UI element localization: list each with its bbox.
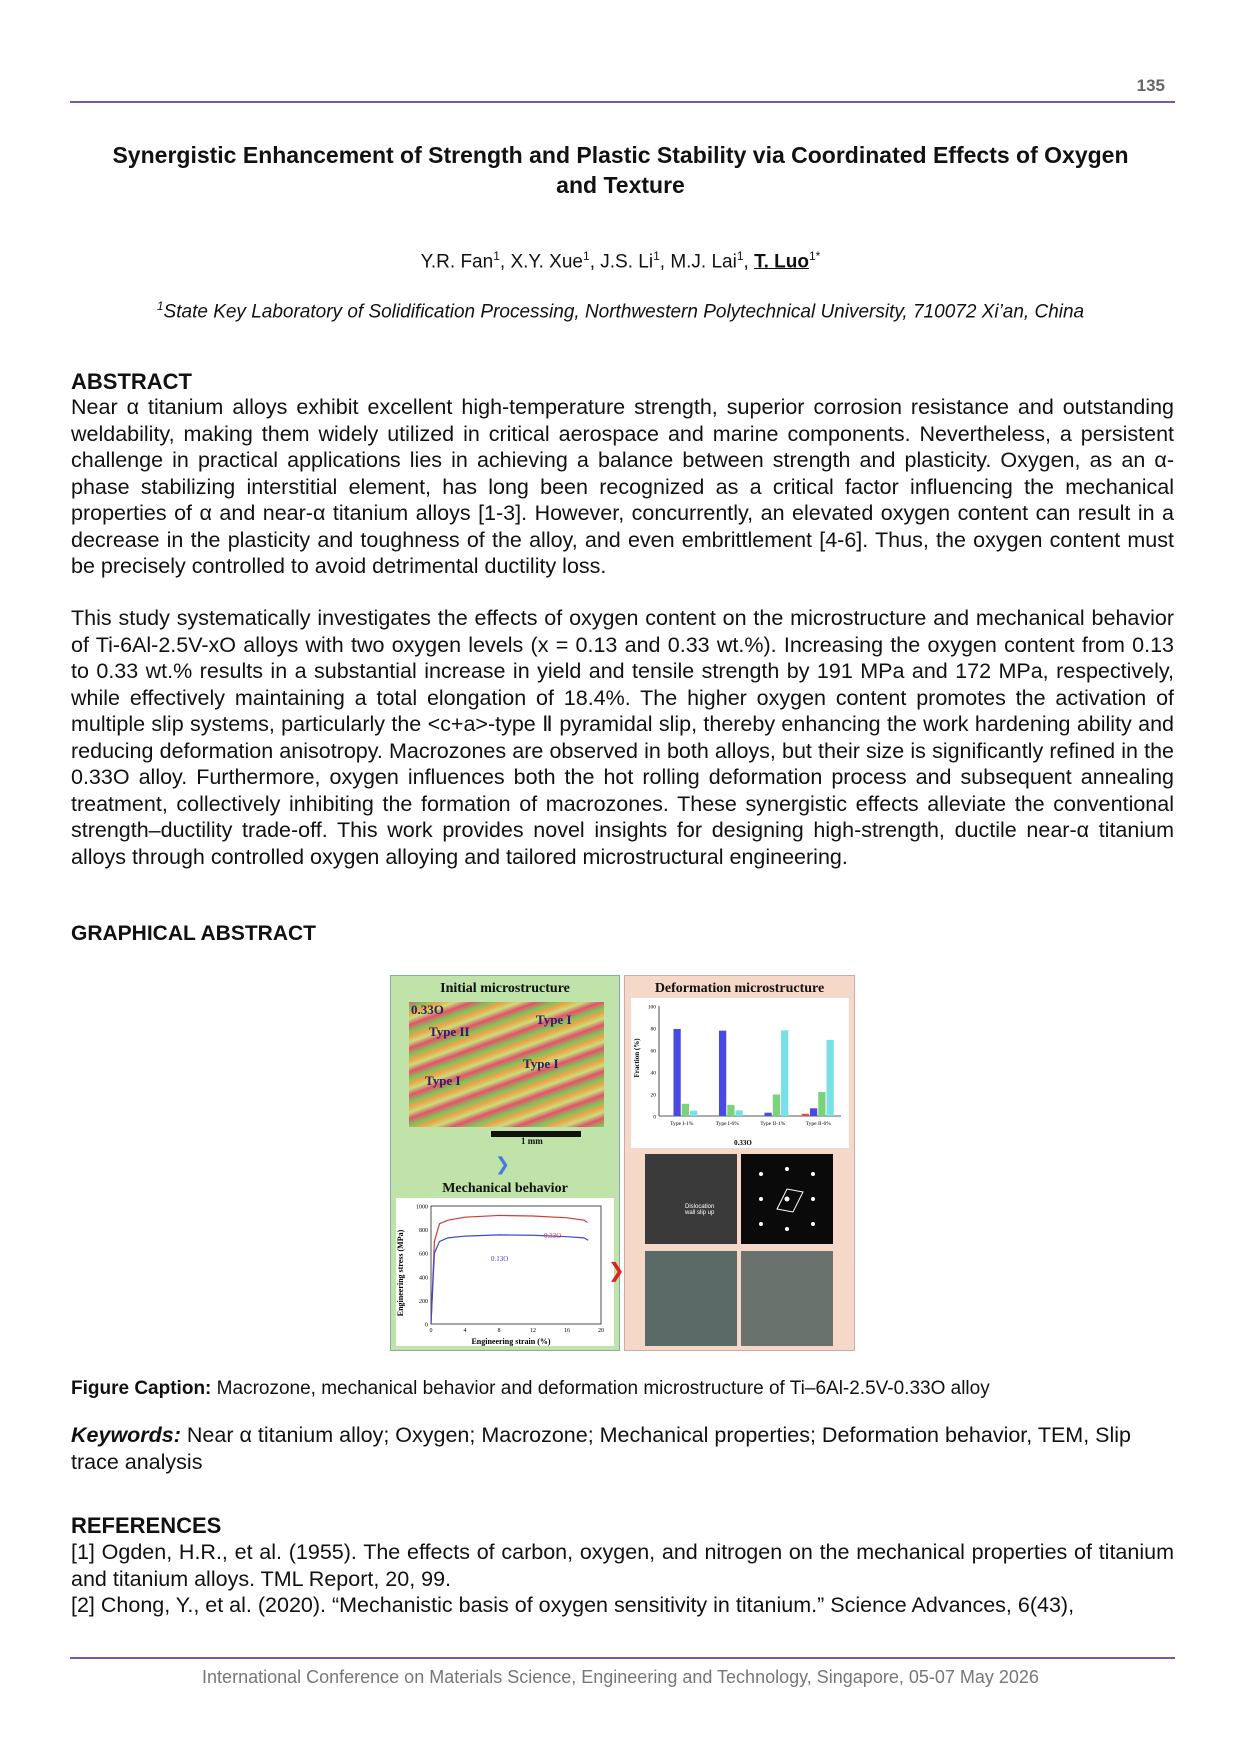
series-label: 0.13O: [491, 1255, 509, 1263]
x-tick-label: 16: [564, 1328, 570, 1334]
arrow-right-icon: ❯: [608, 1260, 625, 1282]
footer: International Conference on Materials Science, Engineering and Technology, Singapore, 05-07 May 2026: [202, 1667, 1039, 1687]
initial-microstructure-panel: [390, 975, 620, 1351]
series-label: 0.33O: [544, 1232, 562, 1240]
y-tick-label: 200: [419, 1298, 428, 1305]
y-tick-label: 0: [425, 1322, 428, 1329]
micro-label: Type I: [536, 1012, 572, 1027]
abstract-paragraph-2: This study systematically investigates the effects of oxygen content on the microstructure and mechanical behavior of Ti-6Al-2.5V-xO alloys with two oxygen levels (x = 0.13 and 0.33 wt.%). Increasing the oxygen content from 0.13 to 0.33 wt.% results in a substantial increase in yield and tensile strength by 191 MPa and 172 MPa, respectively, while effectively maintaining a total elongation of 18.4%. The higher oxygen content promotes the activation of multiple slip systems, particularly the <c+a>-type Ⅱ pyramidal slip, thereby enhancing the work hardening ability and reducing deformation anisotropy. Macrozones are observed in both alloys, but their size is significantly refined in the 0.33O alloy. Furthermore, oxygen influences both the hot rolling deformation process and subsequent annealing treatment, collectively inhibiting the formation of macrozones. These synergistic effects alleviate the conventional strength–ductility trade-off. This work provides novel insights for designing high-strength, ductile near-α titanium alloys through controlled oxygen alloying and tailored microstructural engineering.: [71, 606, 1174, 869]
chart-subtitle: 0.33O: [734, 1139, 752, 1147]
y-tick-label: 20: [650, 1092, 656, 1099]
series-line: [431, 1235, 588, 1324]
reference-item: [2] Chong, Y., et al. (2020). “Mechanistic basis of oxygen sensitivity in titanium.” Science Advances, 6(43),: [71, 1593, 1075, 1617]
scale-label: 1 mm: [521, 1136, 543, 1146]
y-axis-label: Engineering stress (MPa): [396, 1229, 405, 1317]
bar: [781, 1030, 788, 1116]
category-label: Type II-6%: [805, 1121, 831, 1127]
y-tick-label: 1000: [416, 1204, 428, 1211]
panel-title: Deformation microstructure: [654, 981, 825, 996]
author-list: Y.R. Fan$^1$, X.Y. Xue$^1$, J.S. Li$^1$, M.J. Lai$^1$, T. Luo$^{1*}$: [420, 249, 821, 273]
tem-annotation: Dislocation wall slip up: [685, 1204, 715, 1216]
ebsd-map: [409, 1002, 604, 1127]
series-line: [431, 1215, 587, 1324]
stress-strain-chart: [396, 1198, 614, 1346]
bar: [802, 1114, 809, 1116]
tem-image: [645, 1154, 737, 1244]
y-tick-label: 60: [650, 1048, 656, 1055]
micro-label: Type I: [425, 1073, 461, 1088]
y-axis-label: Fraction (%): [633, 1038, 641, 1078]
tem-image: [741, 1251, 833, 1346]
bar: [827, 1040, 834, 1116]
x-tick-label: 20: [598, 1328, 604, 1334]
micro-label: Type I: [523, 1056, 559, 1071]
x-tick-label: 4: [463, 1328, 467, 1334]
footer-rule: [70, 1657, 1175, 1659]
author: Y.R. Fan: [420, 251, 494, 273]
x-axis-label: Engineering strain (%): [471, 1337, 551, 1346]
bar: [682, 1104, 689, 1116]
category-label: Type II-1%: [760, 1121, 786, 1127]
x-tick-label: 12: [530, 1328, 536, 1334]
micro-label: Type II: [429, 1024, 470, 1039]
bar: [727, 1105, 734, 1116]
micro-label: 0.33O: [411, 1002, 444, 1017]
presenting-author: T. Luo: [754, 251, 809, 273]
category-label: Type I-6%: [715, 1121, 739, 1127]
y-tick-label: 600: [419, 1251, 428, 1258]
bar: [736, 1110, 743, 1116]
bar: [818, 1092, 825, 1116]
category-label: Type I-1%: [670, 1121, 694, 1127]
reference-item: [1] Ogden, H.R., et al. (1955). The effects of carbon, oxygen, and nitrogen on the mechanical properties of titanium and titanium alloys. TML Report, 20, 99.: [71, 1540, 1174, 1591]
y-tick-label: 400: [419, 1275, 428, 1282]
panel-title: Initial microstructure: [440, 981, 570, 996]
author: X.Y. Xue: [510, 251, 583, 273]
author: M.J. Lai: [670, 251, 737, 273]
figure-caption: Figure Caption: Macrozone, mechanical behavior and deformation microstructure of Ti–6Al-2.5V-0.33O alloy: [71, 1378, 990, 1399]
bar: [719, 1031, 726, 1116]
y-tick-label: 80: [650, 1026, 656, 1033]
bar: [773, 1095, 780, 1116]
slip-fraction-chart: [631, 998, 849, 1148]
abstract-paragraph-1: Near α titanium alloys exhibit excellent high-temperature strength, superior corrosion resistance and outstanding weldability, making them widely utilized in critical aerospace and marine components. Nevertheless, a persistent challenge in practical applications lies in achieving a balance between strength and plasticity. Oxygen, as an α-phase stabilizing interstitial element, has long been recognized as a critical factor influencing the mechanical properties of α and near-α titanium alloys [1-3]. However, concurrently, an elevated oxygen content can result in a decrease in the plasticity and toughness of the alloy, and even embrittlement [4-6]. Thus, the oxygen content must be precisely controlled to avoid detrimental ductility loss.: [71, 395, 1174, 578]
references-heading: REFERENCES: [71, 1513, 222, 1538]
tem-image: [645, 1251, 737, 1346]
page-number: 135: [1136, 76, 1165, 95]
abstract-heading: ABSTRACT: [71, 369, 192, 394]
y-tick-label: 40: [650, 1070, 656, 1077]
chevron-down-icon: ❯: [495, 1154, 511, 1174]
bar: [764, 1113, 771, 1116]
y-tick-label: 100: [647, 1004, 656, 1011]
affiliation: $^1$State Key Laboratory of Solidification Processing, Northwestern Polytechnical University, 710072 Xi’an, China: [156, 299, 1085, 323]
keywords: Keywords: Near α titanium alloy; Oxygen; Macrozone; Mechanical properties; Deformation behavior, TEM, Slip trace analysis: [71, 1423, 1132, 1474]
x-tick-label: 0: [429, 1328, 433, 1334]
bar: [690, 1111, 697, 1116]
y-tick-label: 800: [419, 1228, 428, 1235]
paper-title: Synergistic Enhancement of Strength and Plastic Stability via Coordinated Effects of Oxygen and Texture: [112, 142, 1129, 198]
graphical-abstract-heading: GRAPHICAL ABSTRACT: [71, 922, 316, 945]
x-tick-label: 8: [497, 1328, 501, 1334]
y-tick-label: 0: [653, 1114, 656, 1121]
graphical-abstract-figure: [390, 975, 855, 1351]
bar: [810, 1108, 817, 1116]
deformation-microstructure-panel: [624, 975, 855, 1351]
diffraction-pattern: [741, 1154, 833, 1244]
author: J.S. Li: [600, 251, 654, 273]
mech-title: Mechanical behavior: [442, 1181, 568, 1196]
header-rule: [70, 101, 1175, 103]
bar: [673, 1029, 680, 1116]
